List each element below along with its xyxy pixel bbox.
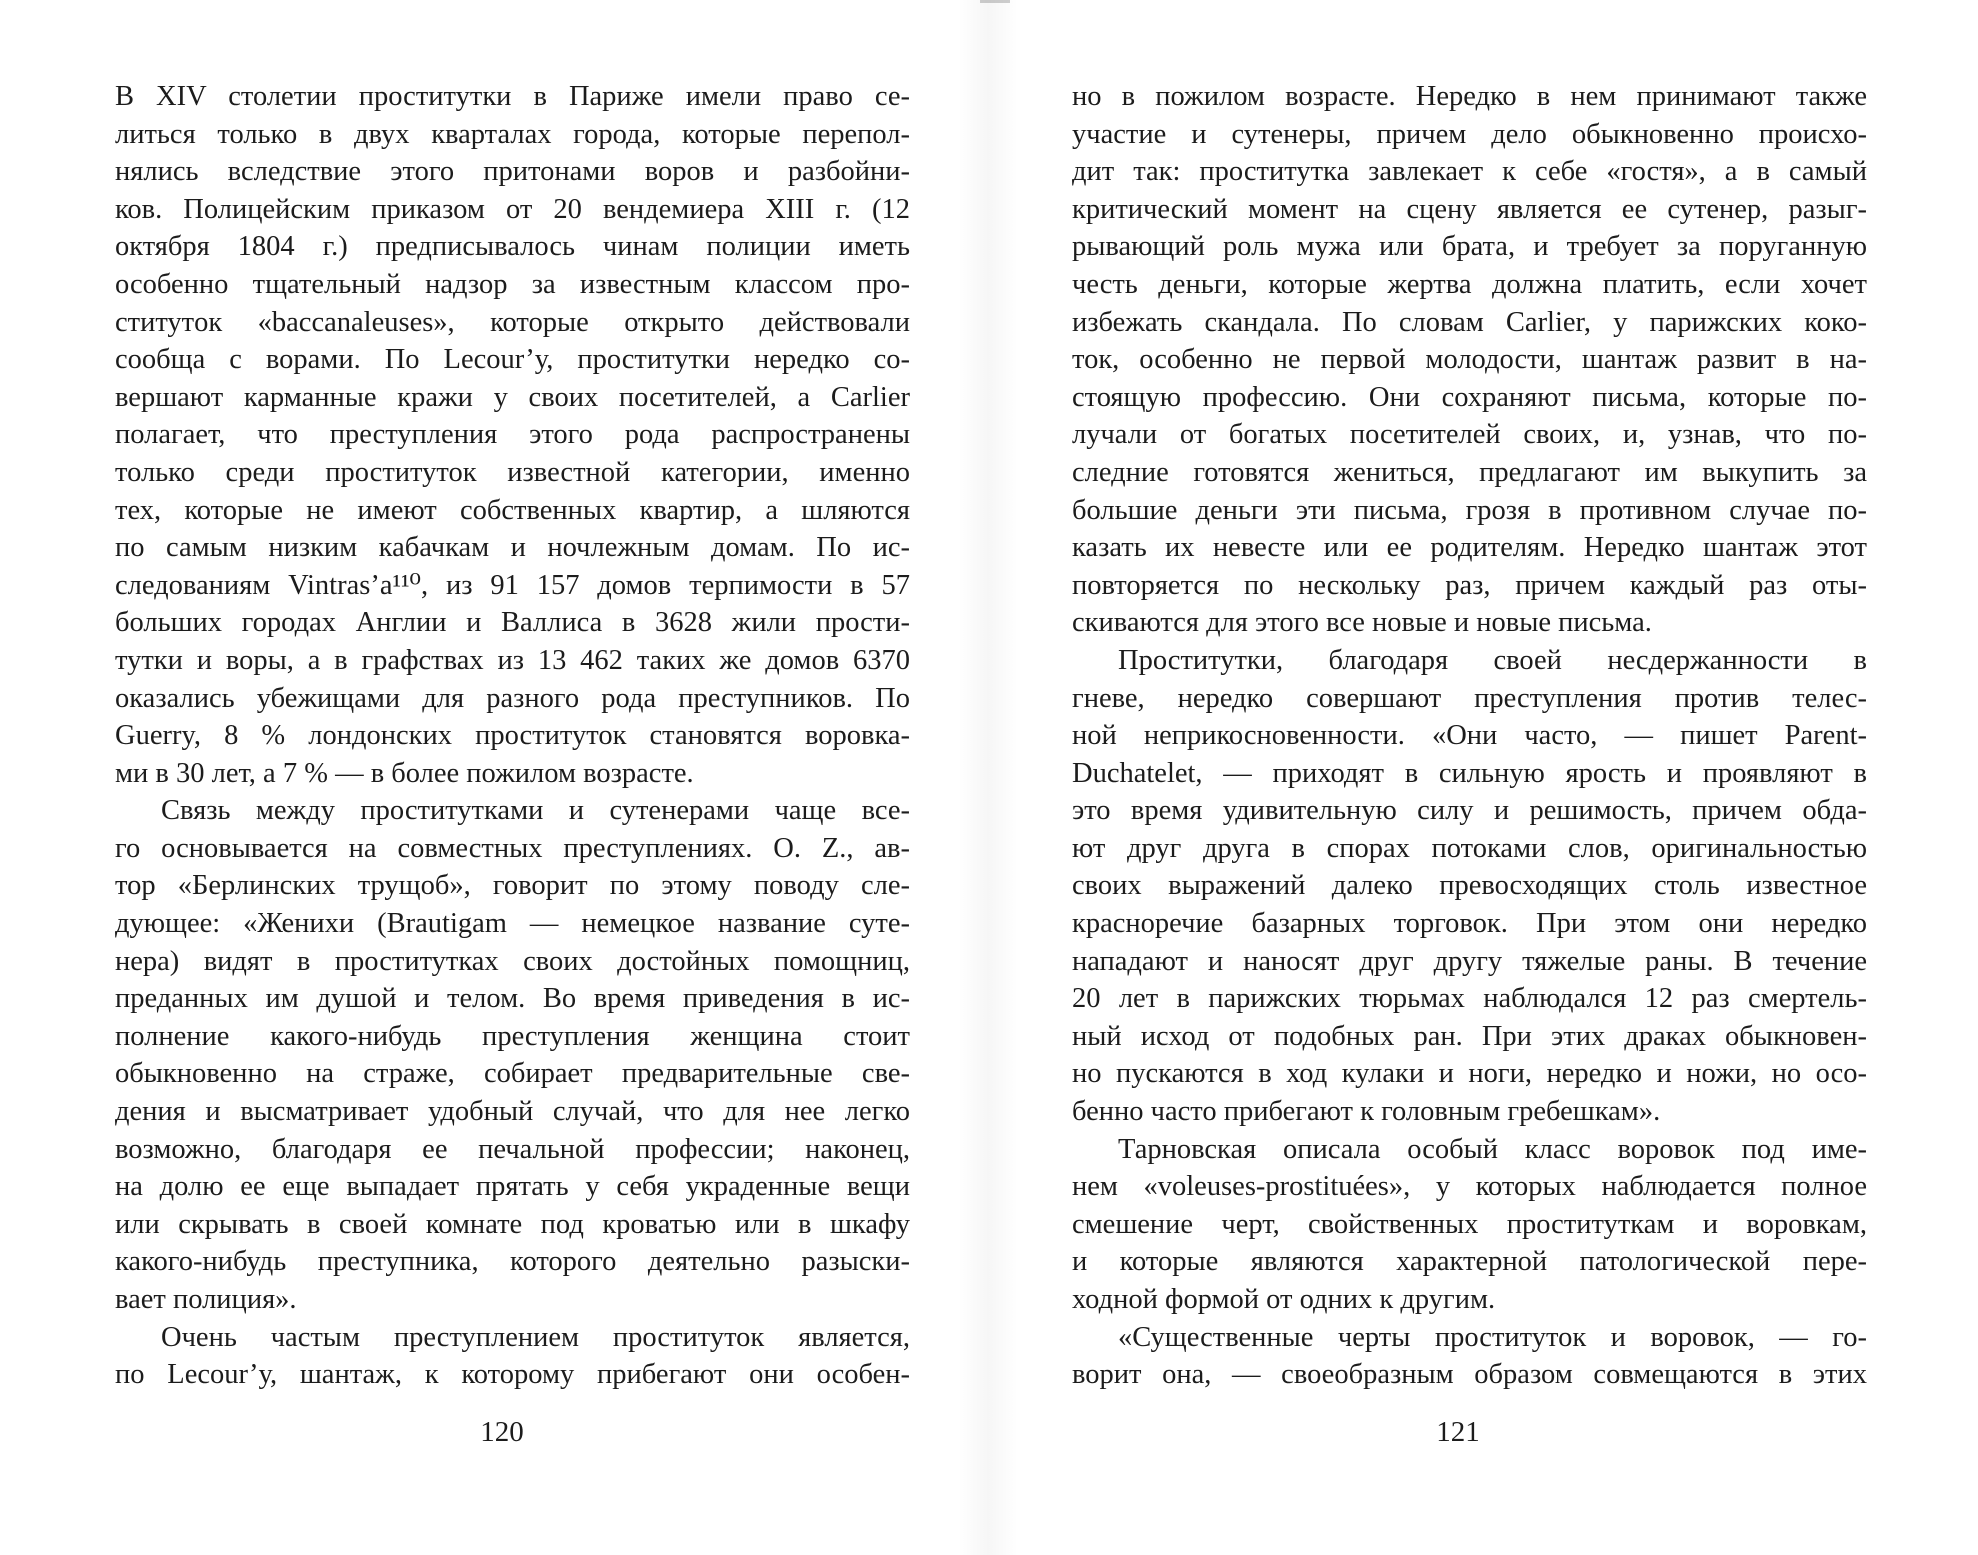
text-line: сообща с ворами. По Lecour’у, проститутки нередко со- [115,344,910,376]
paragraph-end-line: ходной формой от одних к другим. [1072,1284,1496,1315]
text-line: смешение черт, свойственных проституткам и воровкам, [1072,1208,1867,1240]
text-line: В XIV столетии проститутки в Париже имели право се- [115,81,910,112]
text-line: только среди проституток известной категории, именно [115,456,910,488]
text-line: большие деньги эти письма, грозя в противном случае по- [1072,494,1867,526]
text-line: тор «Берлинских трущоб», говорит по этому поводу сле- [115,870,910,902]
text-line: обыкновенно на страже, собирает предварительные све- [115,1058,910,1090]
text-line: по самым низким кабачкам и ночлежным домам. По ис- [115,532,910,564]
text-line: го основывается на совместных преступлениях. O. Z., ав- [115,832,910,864]
text-line: но в пожилом возрасте. Нередко в нем принимают также [1072,81,1867,112]
text-line: какого-нибудь преступника, которого деятельно разыски- [115,1246,910,1278]
text-line: литься только в двух кварталах города, которые перепол- [115,118,910,150]
text-line: критический момент на сцену является ее сутенер, разыг- [1072,193,1867,225]
text-line: нялись вследствие этого притонами воров и разбойни- [115,156,910,188]
text-line: по Lecour’у, шантаж, к которому прибегают они особен- [115,1359,910,1391]
text-line: вершают карманные кражи у своих посетителей, а Carlier [115,381,910,413]
text-line: тех, которые не имеют собственных квартир, а шляются [115,494,910,526]
left-page-text [115,78,910,1394]
text-line: нера) видят в проститутках своих достойных помощниц, [115,945,910,977]
paragraph-first-line: Проститутки, благодаря своей несдержанности в [1118,644,1867,676]
text-line: казать их невесте или ее родителям. Нередко шантаж этот [1072,532,1867,564]
text-line: дующее: «Женихи (Brautigam — немецкое название суте- [115,908,910,940]
text-line: ток, особенно не первой молодости, шантаж развит в на- [1072,344,1867,376]
paragraph-end-line: ми в 30 лет, а 7 % — в более пожилом возрасте. [115,757,694,789]
page-number-right: 121 [1436,1416,1480,1448]
text-line: на долю ее еще выпадает прятать у себя украденные вещи [115,1171,910,1203]
text-line: лучали от богатых посетителей своих, и, узнав, что по- [1072,419,1867,451]
text-line: возможно, благодаря ее печальной профессии; наконец, [115,1133,910,1165]
text-line: преданных им душой и телом. Во время приведения в ис- [115,983,910,1015]
text-line: дения и высматривает удобный случай, что для нее легко [115,1096,910,1128]
book-gutter [958,0,1018,1555]
paragraph-first-line: Тарновская описала особый класс воровок под име- [1118,1133,1867,1165]
text-line: Guerry, 8 % лондонских проституток становятся воровка- [115,720,910,752]
text-line: но пускаются в ход кулаки и ноги, нередко и ножи, но осо- [1072,1058,1867,1090]
text-line: следованиям Vintras’a¹¹⁰, из 91 157 домов терпимости в 57 [115,569,910,601]
text-line: рывающий роль мужа или брата, и требует за поруганную [1072,231,1867,263]
text-line: своих выражений далеко превосходящих столь известное [1072,870,1867,902]
text-line: участие и сутенеры, причем дело обыкновенно происхо- [1072,118,1867,150]
text-line: красноречие базарных торговок. При этом они нередко [1072,908,1867,940]
text-line: оказались убежищами для разного рода преступников. По [115,682,910,714]
paragraph-first-line: Связь между проститутками и сутенерами чаще все- [161,795,910,827]
text-line: ной неприкосновенности. «Они часто, — пишет Parent- [1072,720,1867,752]
text-line: больших городах Англии и Валлиса в 3628 жили прости- [115,607,910,639]
right-page-text [1072,78,1867,1394]
text-line: повторяется по нескольку раз, причем каждый раз оты- [1072,569,1867,601]
text-line: 20 лет в парижских тюрьмах наблюдался 12 раз смертель- [1072,983,1867,1015]
text-line: избежать скандала. По словам Carlier, у парижских коко- [1072,306,1867,338]
text-line: особенно тщательный надзор за известным классом про- [115,268,910,300]
text-line: это время удивительную силу и решимость, причем обда- [1072,795,1867,827]
text-line: ют друг друга в спорах потоками слов, оригинальностью [1072,832,1867,864]
page-number-left: 120 [480,1416,524,1448]
text-line: тутки и воры, а в графствах из 13 462 таких же домов 6370 [115,644,910,676]
text-line: гневе, нередко совершают преступления против телес- [1072,682,1867,714]
text-line: следние готовятся жениться, предлагают им выкупить за [1072,456,1867,488]
text-line: нападают и наносят друг другу тяжелые раны. В течение [1072,945,1867,977]
text-line: ворит она, — своеобразным образом совмещаются в этих [1072,1359,1867,1391]
text-line: Duchatelet, — приходят в сильную ярость и проявляют в [1072,757,1867,789]
paragraph-end-line: бенно часто прибегают к головным гребешкам». [1072,1096,1661,1128]
text-line: полагает, что преступления этого рода распространены [115,419,910,451]
paragraph-first-line: Очень частым преступлением проституток является, [161,1321,910,1353]
text-line: стоящую профессию. Они сохраняют письма, которые по- [1072,381,1867,413]
text-line: ков. Полицейским приказом от 20 вендемиера XIII г. (12 [115,193,910,225]
text-line: полнение какого-нибудь преступления женщина стоит [115,1020,910,1052]
text-line: ститутoк «baccanaleuses», которые открыто действовали [115,306,910,338]
paragraph-first-line: «Существенные черты проституток и воровок, — го- [1118,1321,1867,1353]
text-line: честь деньги, которые жертва должна платить, если хочет [1072,268,1867,300]
text-line: или скрывать в своей комнате под кроватью или в шкафу [115,1208,910,1240]
paragraph-end-line: вает полиция». [115,1284,297,1315]
text-line: и которые являются характерной патологической пере- [1072,1246,1867,1278]
paragraph-end-line: скиваются для этого все новые и новые письма. [1072,607,1652,639]
text-line: ный исход от подобных ран. При этих драках обыкновен- [1072,1020,1867,1052]
text-line: октября 1804 г.) предписывалось чинам полиции иметь [115,231,910,263]
text-line: дит так: проститутка завлекает к себе «гостя», а в самый [1072,156,1867,188]
text-line: нем «voleuses-prostituées», у которых наблюдается полное [1072,1171,1867,1203]
